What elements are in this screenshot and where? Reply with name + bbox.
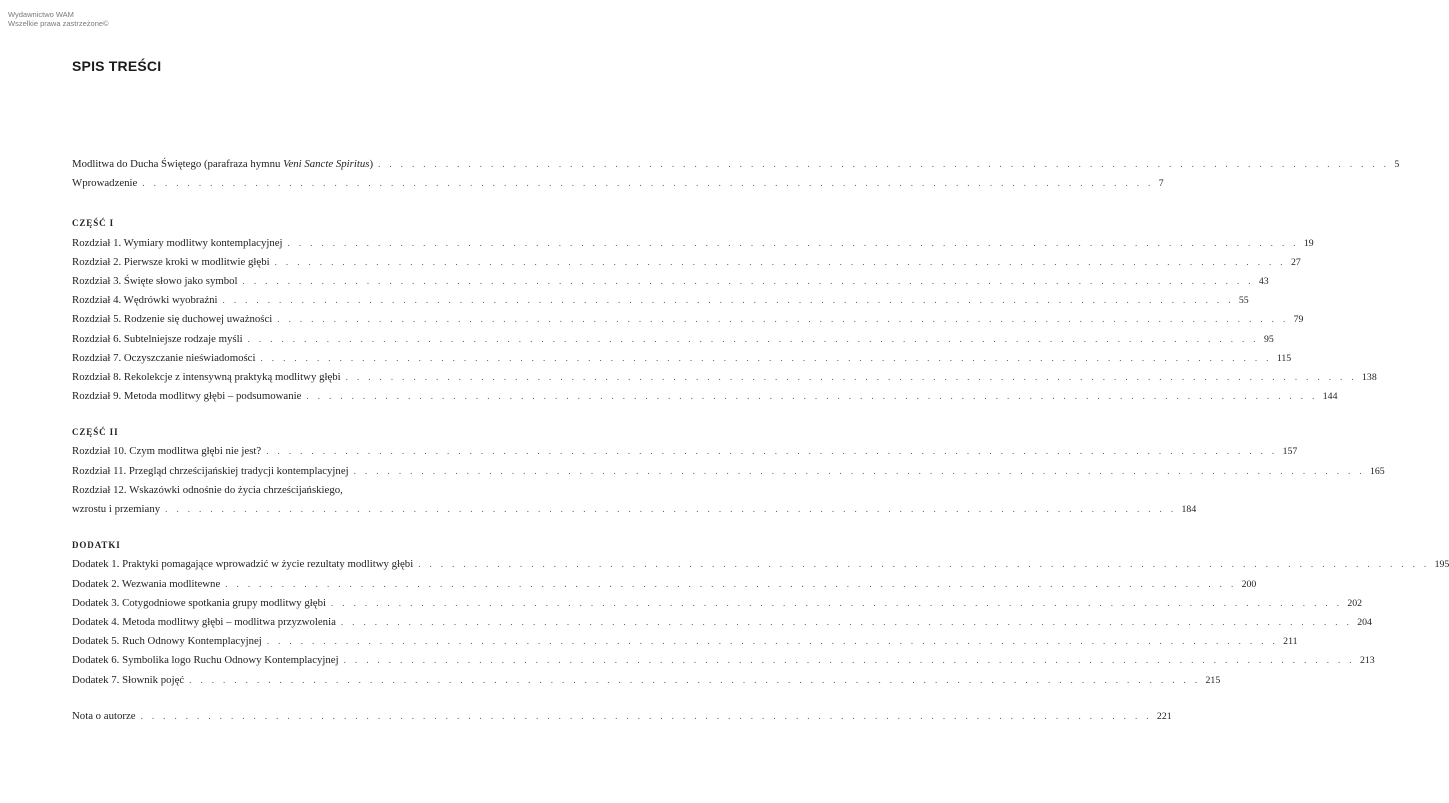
toc-entry-label: Dodatek 2. Wezwania modlitewne — [72, 577, 221, 590]
toc-entry-label: Rozdział 6. Subtelniejsze rodzaje myśli — [72, 332, 243, 345]
toc-entry-label: Dodatek 5. Ruch Odnowy Kontemplacyjnej — [72, 635, 262, 648]
dot-leader — [142, 174, 1153, 193]
toc-entry — [72, 330, 1274, 349]
toc-entry-label: Dodatek 4. Metoda modlitwy głębi – modlitwa przyzwolenia — [72, 615, 336, 628]
toc-entry — [72, 555, 1449, 574]
toc-entry-label: Dodatek 6. Symbolika logo Ruchu Odnowy Kontemplacyjnej — [72, 654, 339, 667]
toc-entry-prayer — [72, 155, 1400, 174]
dot-leader — [225, 575, 1236, 594]
dot-leader — [277, 310, 1288, 329]
dot-leader — [418, 555, 1429, 574]
toc-entry-label: Rozdział 10. Czym modlitwa głębi nie jest? — [72, 445, 262, 458]
toc-entry — [72, 442, 1298, 461]
toc-entry-label: Rozdział 11. Przegląd chrześcijańskiej tradycji kontemplacyjnej — [72, 464, 349, 477]
toc-entry — [72, 575, 1257, 594]
table-of-contents — [72, 155, 1449, 726]
dot-leader — [189, 671, 1200, 690]
toc-entry-page: 200 — [1241, 578, 1257, 590]
dot-leader — [344, 651, 1355, 670]
toc-entry-page: 43 — [1258, 275, 1269, 287]
toc-entry-label: Rozdział 4. Wędrówki wyobraźni — [72, 294, 218, 307]
part-2-entries — [72, 442, 1385, 480]
toc-entry — [72, 651, 1375, 670]
dot-leader — [354, 462, 1365, 481]
section-heading-part-2: CZĘŚĆ II — [72, 427, 119, 438]
dot-leader — [267, 632, 1278, 651]
toc-entry-author-note — [72, 707, 1172, 726]
toc-entry — [72, 594, 1363, 613]
toc-entry-page: 7 — [1158, 178, 1164, 190]
dot-leader — [341, 613, 1352, 632]
toc-entry-label: Rozdział 3. Święte słowo jako symbol — [72, 274, 238, 287]
toc-entry — [72, 632, 1298, 651]
toc-entry-page: 202 — [1347, 597, 1363, 609]
part-1-entries — [72, 234, 1377, 407]
section-heading-appendices: DODATKI — [72, 540, 121, 551]
toc-entry — [72, 462, 1385, 481]
toc-entry-label: Rozdział 8. Rekolekcje z intensywną praktyką modlitwy głębi — [72, 370, 341, 383]
toc-entry-page: 221 — [1156, 710, 1172, 722]
toc-entry-label: Dodatek 7. Słownik pojęć — [72, 673, 185, 686]
toc-entry — [72, 310, 1304, 329]
dot-leader — [243, 272, 1254, 291]
toc-entry — [72, 671, 1221, 690]
toc-entry-page: 27 — [1290, 256, 1301, 268]
toc-entry-page: 55 — [1238, 295, 1249, 307]
section-heading-part-1: CZĘŚĆ I — [72, 218, 115, 229]
toc-entry-label: Rozdział 5. Rodzenie się duchowej uważności — [72, 313, 273, 326]
dot-leader — [288, 234, 1299, 253]
toc-entry-page: 195 — [1434, 559, 1449, 571]
publisher-name: Wydawnictwo WAM — [8, 10, 74, 19]
dot-leader — [331, 594, 1342, 613]
toc-entry-page: 79 — [1293, 314, 1304, 326]
toc-entry-page: 95 — [1263, 333, 1274, 345]
toc-entry-page: 215 — [1205, 674, 1221, 686]
toc-entry — [72, 613, 1372, 632]
toc-entry-label: Nota o autorze — [72, 709, 136, 722]
toc-entry-introduction — [72, 174, 1164, 193]
toc-entry-page: 213 — [1359, 655, 1375, 667]
dot-leader — [266, 442, 1277, 461]
dot-leader — [223, 291, 1234, 310]
toc-entry-page: 144 — [1322, 391, 1338, 403]
toc-entry-chapter-12 — [72, 500, 1197, 519]
page-title: SPIS TREŚCI — [72, 58, 162, 74]
dot-leader — [306, 387, 1317, 406]
dot-leader — [260, 349, 1271, 368]
dot-leader — [378, 155, 1389, 174]
toc-entry-label: Dodatek 3. Cotygodniowe spotkania grupy modlitwy głębi — [72, 596, 326, 609]
toc-entry-label: Rozdział 1. Wymiary modlitwy kontemplacyjnej — [72, 236, 283, 249]
toc-entry — [72, 291, 1249, 310]
toc-entry-label: Wprowadzenie — [72, 177, 138, 190]
toc-entry-label: Dodatek 1. Praktyki pomagające wprowadzić w życie rezultaty modlitwy głębi — [72, 558, 414, 571]
toc-entry-page: 115 — [1276, 352, 1292, 364]
dot-leader — [165, 500, 1176, 519]
toc-entry-page: 19 — [1303, 237, 1314, 249]
copyright-notice: Wszelkie prawa zastrzeżone© — [8, 19, 109, 28]
dot-leader — [346, 368, 1357, 387]
toc-entry-page: 184 — [1181, 504, 1197, 515]
toc-entry-label: Rozdział 9. Metoda modlitwy głębi – podsumowanie — [72, 390, 302, 403]
toc-entry — [72, 349, 1292, 368]
toc-entry-label: Rozdział 7. Oczyszczanie nieświadomości — [72, 351, 256, 364]
hymn-title: Veni Sancte Spiritus — [283, 158, 370, 170]
toc-entry-chapter-12-line-1: Rozdział 12. Wskazówki odnośnie do życia chrześcijańskiego, — [72, 483, 343, 496]
appendix-entries — [72, 555, 1449, 689]
toc-entry-page: 5 — [1394, 159, 1400, 170]
dot-leader — [275, 253, 1286, 272]
toc-entry-page: 204 — [1357, 616, 1372, 628]
toc-entry-page: 211 — [1283, 636, 1298, 648]
toc-entry-page: 165 — [1369, 465, 1385, 477]
dot-leader — [248, 330, 1259, 349]
toc-entry — [72, 234, 1314, 253]
toc-entry-label: Modlitwa do Ducha Świętego (parafraza hymnu Veni Sancte Spiritus) — [72, 158, 374, 170]
toc-entry-page: 157 — [1282, 446, 1298, 458]
toc-entry-page: 138 — [1362, 371, 1377, 383]
dot-leader — [141, 707, 1152, 726]
toc-entry — [72, 387, 1338, 406]
toc-entry-label: Rozdział 2. Pierwsze kroki w modlitwie głębi — [72, 255, 270, 268]
publisher-notice — [8, 10, 109, 28]
toc-entry — [72, 272, 1269, 291]
toc-entry-label: wzrostu i przemiany — [72, 503, 161, 515]
toc-entry — [72, 368, 1377, 387]
toc-entry — [72, 253, 1301, 272]
